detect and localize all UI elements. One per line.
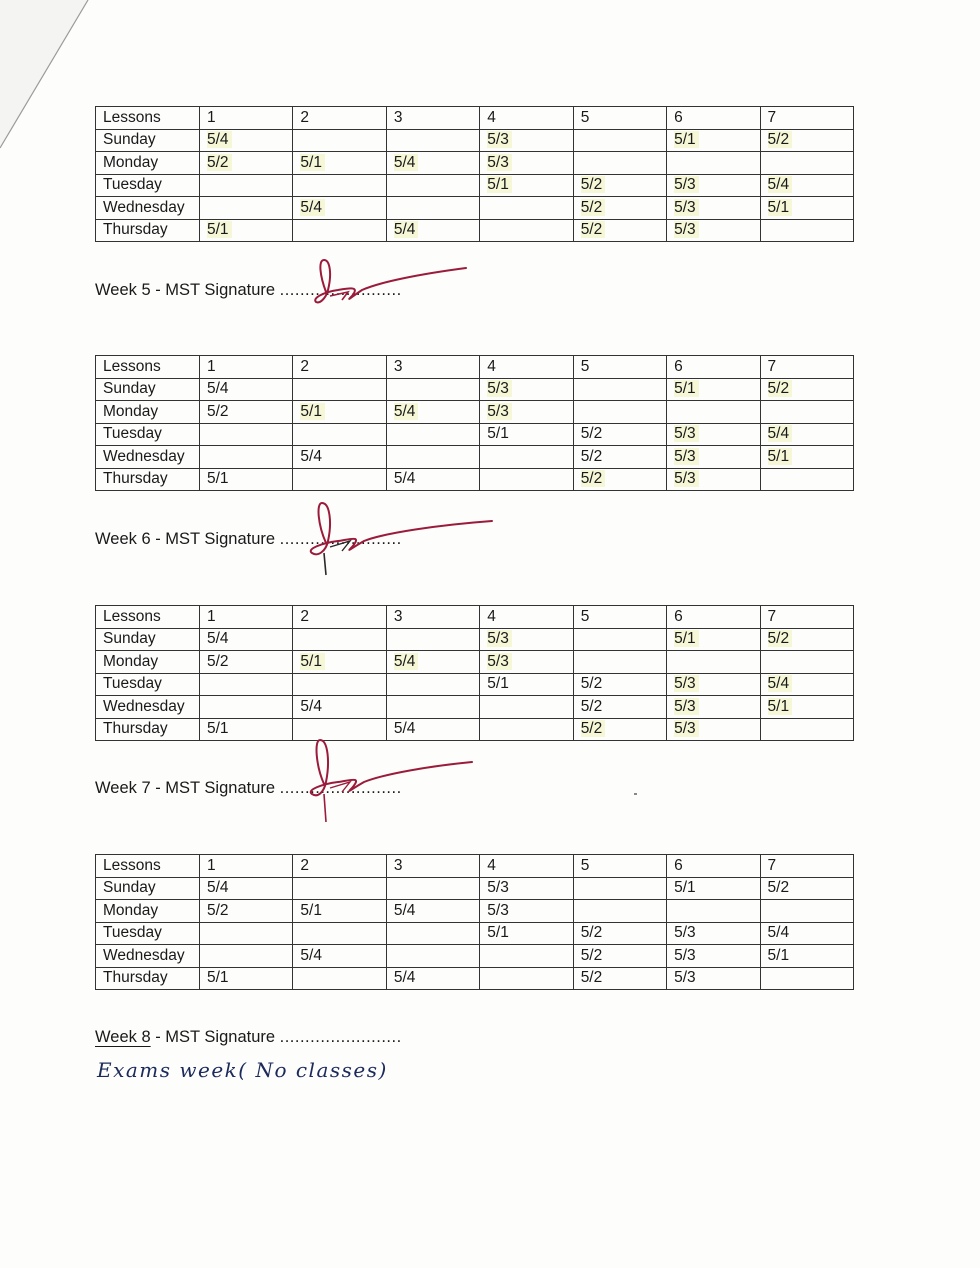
class-cell: 5/4: [386, 219, 479, 242]
signature-dots: ........................: [279, 1028, 402, 1046]
table-row: [96, 423, 854, 446]
class-cell: 5/3: [667, 174, 760, 197]
class-cell: 5/2: [760, 378, 853, 401]
class-cell: [480, 718, 573, 741]
class-cell: 5/3: [667, 468, 760, 491]
class-cell: 5/3: [480, 129, 573, 152]
class-cell: 5/2: [573, 219, 666, 242]
class-cell: [573, 378, 666, 401]
class-cell: [200, 423, 293, 446]
class-cell: 5/4: [386, 152, 479, 175]
week-label: Week 8: [95, 1028, 151, 1046]
class-cell: 5/4: [760, 922, 853, 945]
page-fold-corner: [0, 0, 90, 150]
class-cell: [200, 945, 293, 968]
table-row: [96, 174, 854, 197]
week-5-timetable: [95, 106, 855, 242]
class-cell: 5/3: [667, 673, 760, 696]
day-cell: Tuesday: [96, 423, 200, 446]
class-cell: [386, 628, 479, 651]
header-row: [96, 356, 854, 379]
class-cell: 5/2: [200, 900, 293, 923]
class-cell: 5/1: [760, 446, 853, 469]
class-cell: 5/4: [293, 197, 386, 220]
class-cell: [573, 152, 666, 175]
day-cell: Tuesday: [96, 673, 200, 696]
header-cell: 6: [667, 606, 760, 629]
class-cell: [760, 967, 853, 990]
class-cell: 5/1: [667, 378, 760, 401]
class-cell: 5/3: [667, 197, 760, 220]
class-cell: [760, 401, 853, 424]
header-cell: 5: [573, 606, 666, 629]
day-cell: Thursday: [96, 468, 200, 491]
day-cell: Wednesday: [96, 197, 200, 220]
class-cell: [293, 967, 386, 990]
signature-dots: ........................: [279, 281, 402, 299]
class-cell: [480, 446, 573, 469]
class-cell: [293, 423, 386, 446]
class-cell: 5/4: [293, 446, 386, 469]
class-cell: [386, 877, 479, 900]
class-cell: 5/4: [200, 628, 293, 651]
table-row: [96, 129, 854, 152]
class-cell: 5/3: [480, 651, 573, 674]
class-cell: 5/2: [573, 922, 666, 945]
week-label: Week 7: [95, 779, 151, 797]
class-cell: 5/1: [480, 423, 573, 446]
header-cell: Lessons: [96, 107, 200, 130]
timetable: [95, 854, 854, 990]
class-cell: 5/4: [200, 877, 293, 900]
class-cell: 5/2: [573, 446, 666, 469]
class-cell: 5/4: [386, 468, 479, 491]
class-cell: 5/4: [200, 378, 293, 401]
class-cell: 5/4: [760, 423, 853, 446]
day-cell: Wednesday: [96, 446, 200, 469]
signature-line: [95, 1028, 402, 1047]
header-cell: 1: [200, 107, 293, 130]
header-cell: Lessons: [96, 356, 200, 379]
class-cell: 5/3: [667, 696, 760, 719]
class-cell: [386, 696, 479, 719]
class-cell: [200, 174, 293, 197]
class-cell: [760, 468, 853, 491]
header-cell: 3: [386, 855, 479, 878]
header-cell: 7: [760, 107, 853, 130]
class-cell: 5/1: [480, 673, 573, 696]
header-row: [96, 107, 854, 130]
table-row: [96, 152, 854, 175]
day-cell: Monday: [96, 900, 200, 923]
class-cell: [480, 468, 573, 491]
header-cell: 3: [386, 606, 479, 629]
day-cell: Thursday: [96, 967, 200, 990]
class-cell: 5/4: [386, 967, 479, 990]
handwritten-note: Exams week( No classes): [97, 1058, 388, 1082]
class-cell: [293, 877, 386, 900]
header-cell: 5: [573, 855, 666, 878]
class-cell: [293, 673, 386, 696]
class-cell: [480, 696, 573, 719]
class-cell: 5/2: [573, 945, 666, 968]
header-cell: 3: [386, 107, 479, 130]
class-cell: 5/1: [293, 900, 386, 923]
class-cell: 5/1: [667, 628, 760, 651]
class-cell: [386, 945, 479, 968]
week-6-timetable: [95, 355, 855, 491]
class-cell: [760, 219, 853, 242]
day-cell: Tuesday: [96, 922, 200, 945]
header-row: [96, 606, 854, 629]
signature-label: - MST Signature: [150, 1028, 280, 1046]
class-cell: [386, 673, 479, 696]
table-row: [96, 922, 854, 945]
day-cell: Tuesday: [96, 174, 200, 197]
header-cell: 7: [760, 356, 853, 379]
table-row: [96, 696, 854, 719]
class-cell: 5/2: [573, 696, 666, 719]
header-cell: 1: [200, 606, 293, 629]
timetable: [95, 605, 854, 741]
class-cell: 5/3: [480, 877, 573, 900]
class-cell: 5/2: [200, 651, 293, 674]
header-cell: 4: [480, 356, 573, 379]
class-cell: [293, 129, 386, 152]
scan-speck: [634, 793, 637, 795]
header-cell: 6: [667, 855, 760, 878]
day-cell: Thursday: [96, 718, 200, 741]
class-cell: 5/3: [480, 401, 573, 424]
class-cell: 5/4: [386, 718, 479, 741]
class-cell: [200, 197, 293, 220]
header-cell: 4: [480, 606, 573, 629]
day-cell: Monday: [96, 401, 200, 424]
header-cell: 7: [760, 606, 853, 629]
table-row: [96, 197, 854, 220]
timetable: [95, 355, 854, 491]
class-cell: [480, 945, 573, 968]
header-cell: 7: [760, 855, 853, 878]
class-cell: 5/3: [480, 628, 573, 651]
header-cell: 5: [573, 107, 666, 130]
signature-dots: ........................: [279, 779, 402, 797]
header-cell: Lessons: [96, 606, 200, 629]
mst-signature: [290, 252, 480, 312]
day-cell: Wednesday: [96, 696, 200, 719]
class-cell: 5/2: [573, 423, 666, 446]
header-cell: Lessons: [96, 855, 200, 878]
signature-label: - MST Signature: [150, 530, 280, 548]
table-row: [96, 628, 854, 651]
class-cell: 5/3: [667, 423, 760, 446]
class-cell: 5/2: [760, 628, 853, 651]
class-cell: [386, 423, 479, 446]
day-cell: Monday: [96, 651, 200, 674]
class-cell: [480, 967, 573, 990]
class-cell: 5/1: [293, 651, 386, 674]
table-row: [96, 945, 854, 968]
header-cell: 2: [293, 107, 386, 130]
table-row: [96, 967, 854, 990]
class-cell: 5/2: [573, 967, 666, 990]
class-cell: 5/4: [760, 673, 853, 696]
class-cell: 5/1: [200, 468, 293, 491]
header-cell: 2: [293, 356, 386, 379]
class-cell: 5/1: [293, 152, 386, 175]
class-cell: [573, 628, 666, 651]
class-cell: 5/3: [667, 967, 760, 990]
class-cell: [386, 197, 479, 220]
class-cell: 5/2: [573, 197, 666, 220]
week-label: Week 6: [95, 530, 151, 548]
class-cell: [760, 718, 853, 741]
class-cell: [200, 446, 293, 469]
class-cell: 5/3: [480, 900, 573, 923]
class-cell: [573, 401, 666, 424]
table-row: [96, 651, 854, 674]
class-cell: [293, 378, 386, 401]
class-cell: 5/1: [480, 922, 573, 945]
class-cell: [200, 922, 293, 945]
class-cell: 5/4: [760, 174, 853, 197]
class-cell: [573, 651, 666, 674]
class-cell: 5/3: [480, 378, 573, 401]
header-cell: 4: [480, 855, 573, 878]
table-row: [96, 401, 854, 424]
day-cell: Sunday: [96, 129, 200, 152]
week-8-timetable: [95, 854, 855, 990]
class-cell: [293, 628, 386, 651]
class-cell: [573, 129, 666, 152]
class-cell: 5/3: [667, 945, 760, 968]
class-cell: 5/1: [760, 197, 853, 220]
class-cell: 5/1: [293, 401, 386, 424]
class-cell: 5/1: [200, 718, 293, 741]
class-cell: 5/4: [200, 129, 293, 152]
class-cell: [573, 877, 666, 900]
timetable: [95, 106, 854, 242]
class-cell: 5/4: [386, 651, 479, 674]
class-cell: 5/3: [480, 152, 573, 175]
class-cell: 5/1: [667, 129, 760, 152]
class-cell: 5/3: [667, 219, 760, 242]
table-row: [96, 219, 854, 242]
class-cell: 5/4: [386, 401, 479, 424]
class-cell: 5/1: [480, 174, 573, 197]
class-cell: [386, 446, 479, 469]
header-cell: 3: [386, 356, 479, 379]
class-cell: [667, 900, 760, 923]
day-cell: Monday: [96, 152, 200, 175]
class-cell: 5/4: [386, 900, 479, 923]
class-cell: 5/2: [573, 718, 666, 741]
table-row: [96, 877, 854, 900]
class-cell: 5/1: [200, 219, 293, 242]
class-cell: [667, 651, 760, 674]
class-cell: 5/2: [760, 877, 853, 900]
signature-label: - MST Signature: [150, 779, 280, 797]
class-cell: [760, 651, 853, 674]
class-cell: [386, 922, 479, 945]
week-label: Week 5: [95, 281, 151, 299]
day-cell: Wednesday: [96, 945, 200, 968]
day-cell: Thursday: [96, 219, 200, 242]
header-row: [96, 855, 854, 878]
table-row: [96, 446, 854, 469]
week-7-timetable: [95, 605, 855, 741]
class-cell: [293, 468, 386, 491]
class-cell: [667, 401, 760, 424]
table-row: [96, 378, 854, 401]
header-cell: 2: [293, 606, 386, 629]
table-row: [96, 900, 854, 923]
class-cell: 5/4: [293, 945, 386, 968]
class-cell: 5/2: [200, 152, 293, 175]
class-cell: 5/4: [293, 696, 386, 719]
signature-dots: ........................: [279, 530, 402, 548]
header-cell: 6: [667, 107, 760, 130]
class-cell: 5/2: [200, 401, 293, 424]
class-cell: [480, 197, 573, 220]
day-cell: Sunday: [96, 877, 200, 900]
class-cell: [480, 219, 573, 242]
class-cell: [667, 152, 760, 175]
mst-signature: [288, 497, 498, 579]
signature-label: - MST Signature: [150, 281, 280, 299]
class-cell: 5/1: [760, 945, 853, 968]
class-cell: [293, 219, 386, 242]
mst-signature: [290, 734, 480, 826]
header-cell: 1: [200, 356, 293, 379]
class-cell: [200, 673, 293, 696]
table-row: [96, 673, 854, 696]
class-cell: 5/1: [760, 696, 853, 719]
class-cell: [760, 152, 853, 175]
class-cell: [386, 378, 479, 401]
class-cell: [386, 174, 479, 197]
header-cell: 6: [667, 356, 760, 379]
class-cell: 5/2: [573, 174, 666, 197]
class-cell: [200, 696, 293, 719]
header-cell: 1: [200, 855, 293, 878]
class-cell: 5/3: [667, 718, 760, 741]
class-cell: [386, 129, 479, 152]
class-cell: 5/3: [667, 446, 760, 469]
class-cell: [293, 922, 386, 945]
class-cell: 5/1: [200, 967, 293, 990]
class-cell: [293, 174, 386, 197]
class-cell: [760, 900, 853, 923]
class-cell: 5/1: [667, 877, 760, 900]
table-row: [96, 468, 854, 491]
day-cell: Sunday: [96, 628, 200, 651]
class-cell: 5/3: [667, 922, 760, 945]
day-cell: Sunday: [96, 378, 200, 401]
class-cell: 5/2: [760, 129, 853, 152]
class-cell: [573, 900, 666, 923]
class-cell: 5/2: [573, 673, 666, 696]
header-cell: 5: [573, 356, 666, 379]
header-cell: 2: [293, 855, 386, 878]
class-cell: 5/2: [573, 468, 666, 491]
header-cell: 4: [480, 107, 573, 130]
